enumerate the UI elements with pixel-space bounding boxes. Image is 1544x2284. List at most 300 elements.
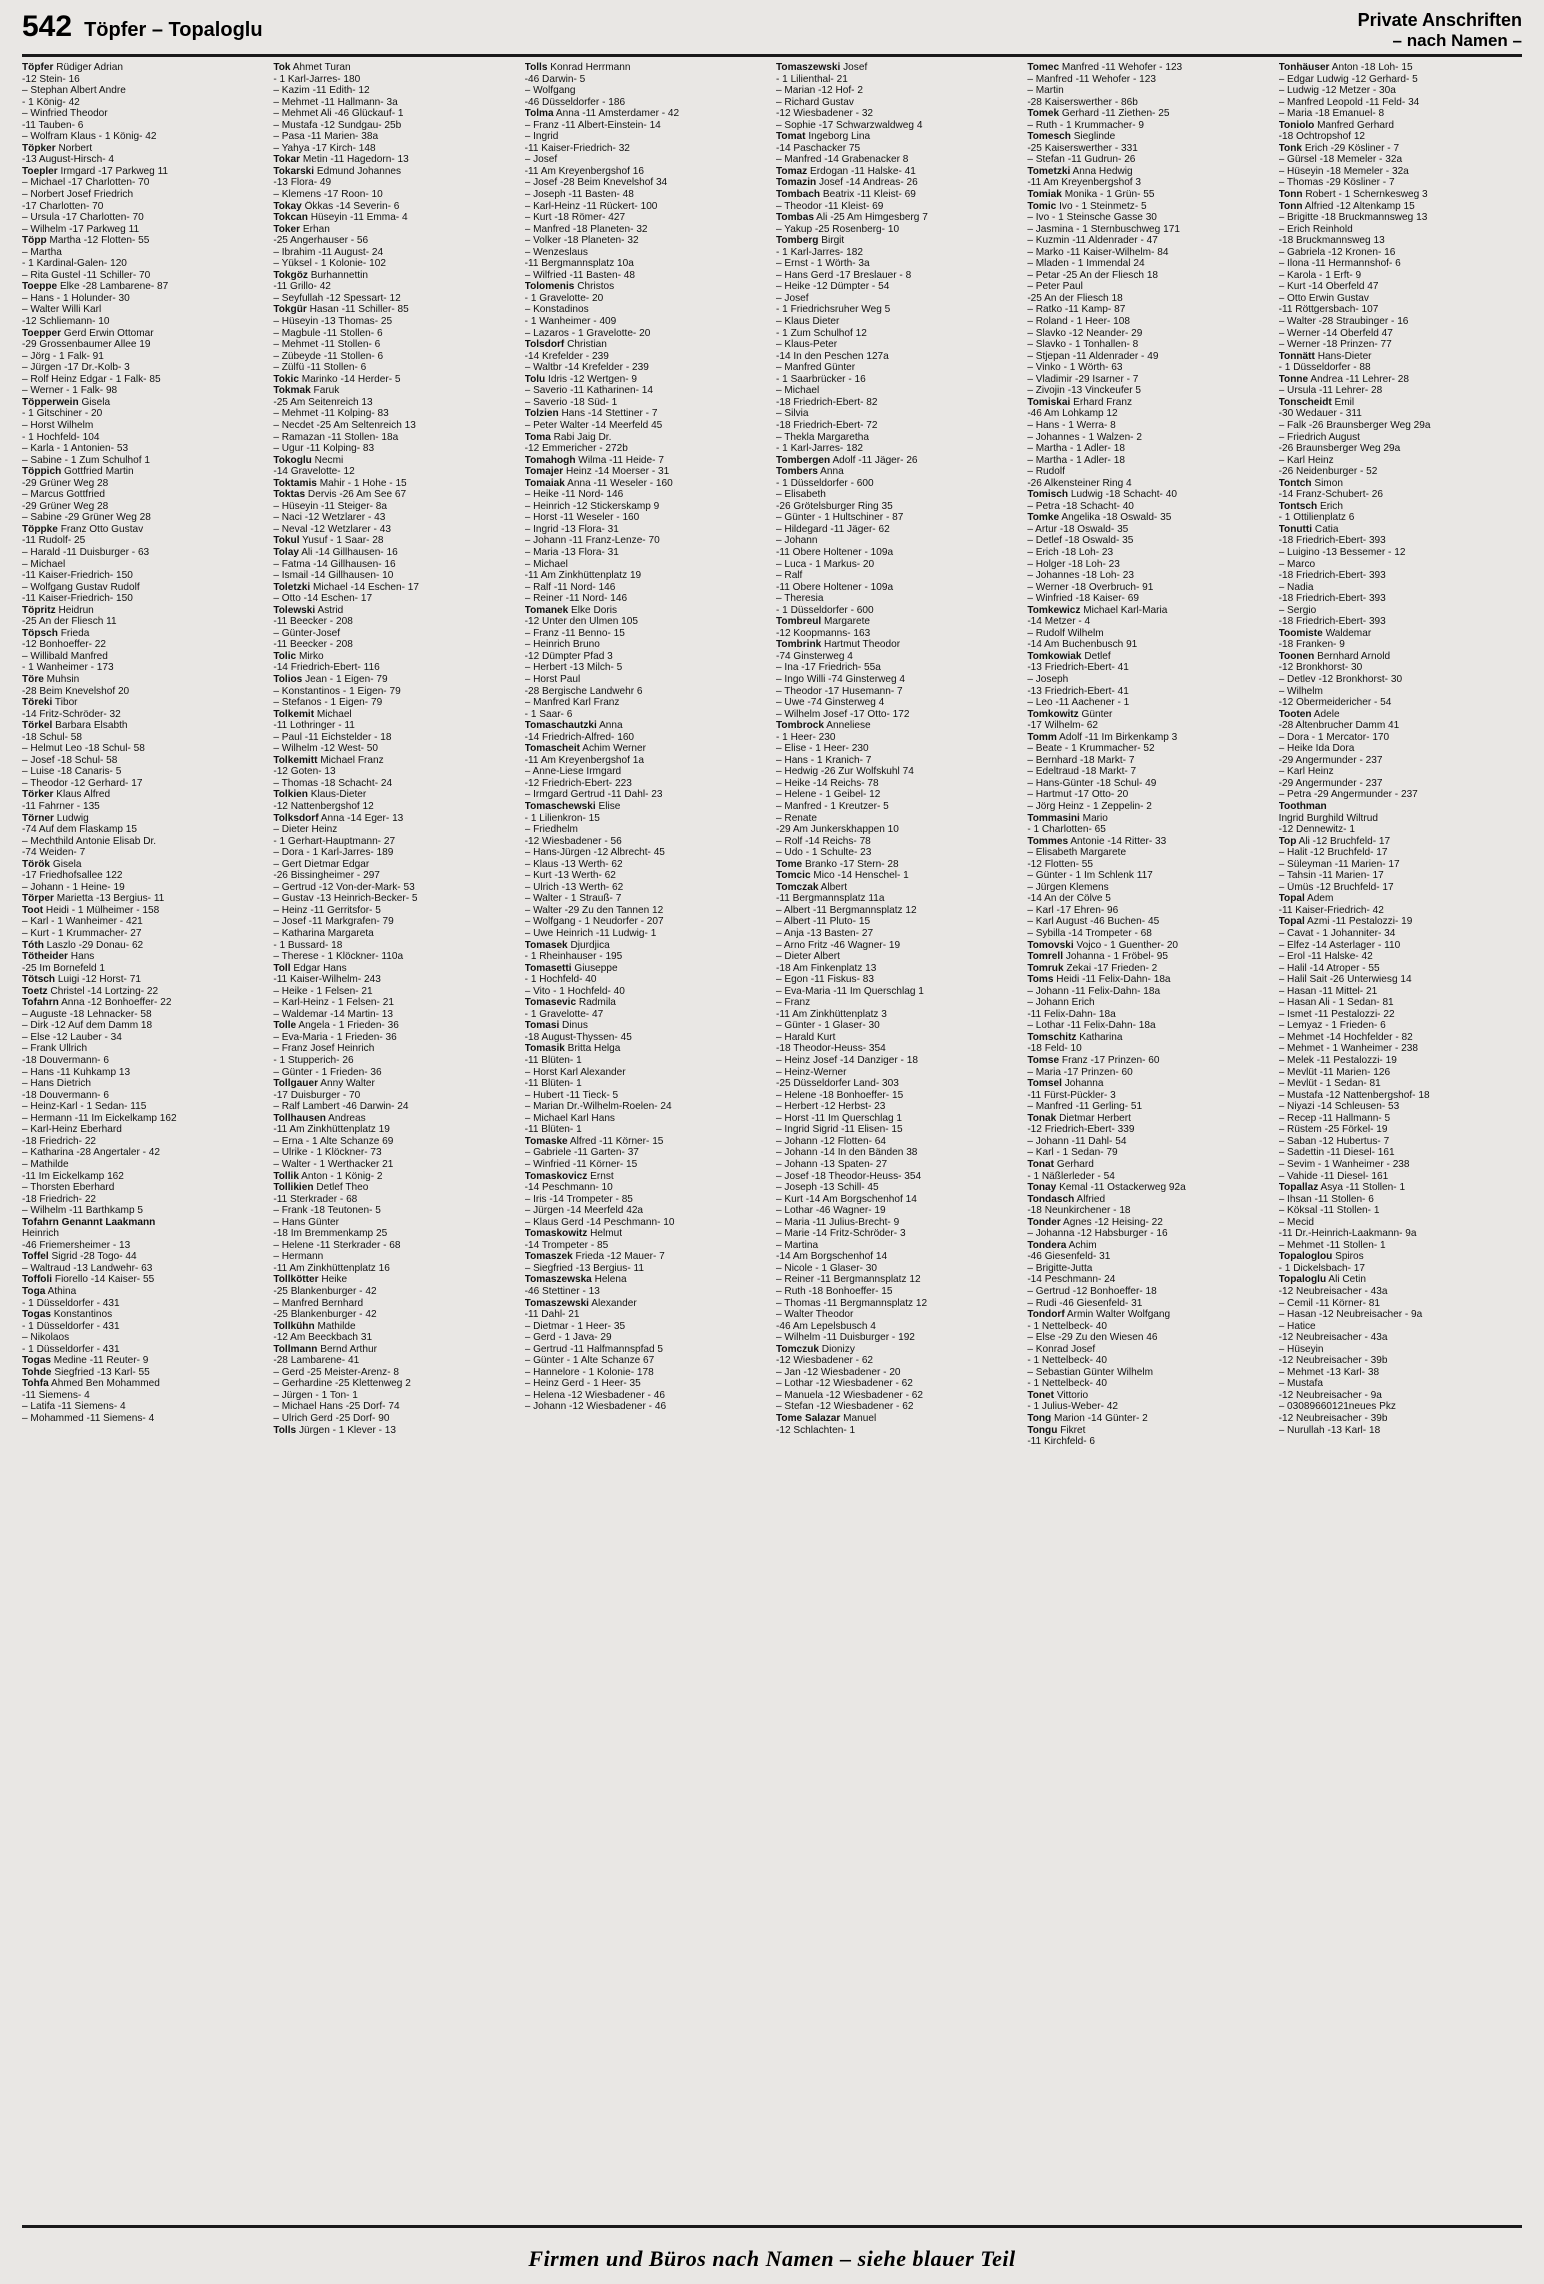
directory-entry: – Josef -18 Theodor-Heuss- 354 [775,1170,922,1182]
directory-entry: – Erich -18 Loh- 23 [1027,546,1114,558]
directory-entry: – Wilhelm [1278,685,1323,697]
directory-entry: -46 Giesenfeld- 31 [1027,1251,1111,1263]
directory-entry: – Martha [22,246,62,258]
directory-entry: – Waldemar -14 Martin- 13 [273,1008,393,1020]
directory-column [273,62,524,2220]
directory-entry: – Günter - 1 Frieden- 36 [273,1066,382,1078]
directory-entry: – Sophie -17 Schwarzwaldweg 4 [775,119,923,131]
directory-entry: -14 Peschmann- 24 [1027,1274,1116,1286]
directory-entry: – Heinrich -12 Stickerskamp 9 [524,500,660,512]
directory-entry: -13 August-Hirsch- 4 [22,154,115,166]
directory-entry: – Hannelore - 1 Kolonie- 178 [524,1366,654,1378]
directory-entry: Tomczuk Dionizy [775,1343,855,1355]
directory-entry: – Richard Gustav [775,96,854,108]
directory-entry: – Artur -18 Oswald- 35 [1027,523,1129,535]
directory-entry: – Hans - 1 Kranich- 7 [775,754,872,766]
directory-entry: Tonutti Catia [1278,523,1339,535]
directory-entry: – Martha - 1 Adler- 18 [1027,454,1125,466]
directory-entry: – Maria -13 Flora- 31 [524,546,619,558]
directory-entry: - 1 Düsseldorfer - 431 [22,1297,120,1309]
directory-entry: -12 Goten- 13 [273,766,336,778]
directory-entry: Tomisch Ludwig -18 Schacht- 40 [1027,489,1177,501]
directory-entry: – Helene -11 Sterkrader - 68 [273,1239,401,1251]
directory-entry: – Karl August -46 Buchen- 45 [1027,916,1160,928]
directory-entry: Togas Konstantinos [22,1309,113,1321]
directory-entry: - 1 Karl-Jarres- 182 [775,246,863,258]
entry-list [1279,62,1522,1436]
directory-entry: -18 Friedrich- 22 [22,1193,97,1205]
directory-entry: – Josef [775,292,809,304]
directory-entry: Toll Edgar Hans [273,962,347,974]
directory-entry: -14 Am Borgschenhof 14 [775,1251,888,1263]
directory-entry: – Peter Paul [1027,281,1083,293]
directory-entry: – Yüksel - 1 Kolonie- 102 [273,258,386,270]
directory-entry: – Mathilde [22,1158,69,1170]
directory-entry: -29 Grossenbaumer Allee 19 [22,339,151,351]
directory-entry: Tombrock Anneliese [775,720,871,732]
directory-entry: – Ingrid Sigrid -11 Elisen- 15 [775,1124,903,1136]
directory-entry: – Günter - 1 Glaser- 30 [775,1020,880,1032]
directory-entry: Tomaschewski Elise [524,801,621,812]
directory-entry: – Waltraud -13 Landwehr- 63 [22,1262,153,1274]
directory-entry: – Mustafa -12 Sundgau- 25b [273,119,402,131]
directory-entry: Tonnätt Hans-Dieter [1278,350,1372,362]
directory-entry: – Wenzeslaus [524,246,588,258]
directory-entry: – Halit -12 Bruchfeld- 17 [1278,847,1388,859]
directory-entry: - 1 Lilienkron- 15 [524,812,600,824]
directory-entry: – Winfried -18 Kaiser- 69 [1027,593,1139,605]
directory-entry: – Ernst - 1 Wörth- 3a [775,258,870,270]
directory-entry: Tomruk Zekai -17 Frieden- 2 [1027,962,1158,974]
directory-entry: – Johann -13 Spaten- 27 [775,1158,888,1170]
directory-entry: – Hüseyin [1278,1343,1324,1355]
directory-entry: -18 Friedrich- 22 [22,1135,97,1147]
directory-entry: -14 Peschmann- 10 [524,1182,613,1194]
directory-entry: Tolu Idris -12 Wertgen- 9 [524,373,638,385]
directory-entry: – Karla - 1 Antonien- 53 [22,443,129,455]
directory-entry: – Jürgen - 1 Ton- 1 [273,1389,358,1401]
directory-entry: – Theresia [775,593,824,605]
directory-entry: – Heike -14 Reichs- 78 [775,777,879,789]
directory-entry: -12 Neubreisacher - 39b [1278,1355,1388,1367]
directory-entry: – Köksal -11 Stollen- 1 [1278,1205,1380,1217]
directory-entry: -18 Ochtropshof 12 [1278,131,1366,143]
directory-entry: – Ulrich -13 Werth- 62 [524,881,624,893]
directory-entry: – Josef -11 Markgrafen- 79 [273,916,394,928]
directory-entry: -11 Blüten- 1 [524,1055,582,1067]
directory-entry: Tomasi Dinus [524,1020,588,1032]
directory-entry: – Anne-Liese Irmgard [524,766,622,778]
directory-entry: – Winfried -11 Körner- 15 [524,1158,638,1170]
directory-entry: -26 Grötelsburger Ring 35 [775,500,893,512]
directory-entry: – Gürsel -18 Memeler - 32a [1278,154,1403,166]
directory-entry: – Klaus -13 Werth- 62 [524,858,623,870]
directory-entry: Tomasevic Radmila [524,997,616,1009]
directory-entry: – Ilona -11 Hermannshof- 6 [1278,258,1401,270]
directory-entry: – Ihsan -11 Stollen- 6 [1278,1193,1374,1205]
directory-entry: – Karl-Heinz -11 Rückert- 100 [524,200,658,212]
entry-list [22,62,265,1425]
directory-entry: -17 Friedhofsallee 122 [22,870,123,882]
directory-entry: – Hermann -11 Im Eickelkamp 162 [22,1112,177,1124]
directory-entry: - 1 Näßlerleder - 54 [1027,1170,1115,1182]
directory-entry: – Dirk -12 Auf dem Damm 18 [22,1020,153,1032]
directory-entry: Tome Branko -17 Stern- 28 [775,858,899,870]
directory-entry: Ingrid Burghild Wiltrud [1278,812,1378,824]
directory-entry: – Johann -12 Flotten- 64 [775,1135,886,1147]
directory-entry: Törkel Barbara Elsabth [22,720,128,732]
directory-entry: – Zübeyde -11 Stollen- 6 [273,350,384,362]
directory-entry: - 1 Charlotten- 65 [1027,824,1106,836]
directory-entry: -14 Fritz-Schröder- 32 [22,708,121,720]
directory-entry: – Walter -29 Zu den Tannen 12 [524,904,664,916]
directory-entry: – Mehmet -11 Stollen- 6 [273,339,381,351]
directory-entry: – Johann Erich [1027,997,1095,1009]
directory-entry: Tolzien Hans -14 Stettiner - 7 [524,408,658,420]
directory-entry: -12 Dennewitz- 1 [1278,824,1355,836]
directory-entry: – Ralf Lambert -46 Darwin- 24 [273,1101,409,1113]
directory-entry: – Mehmet -14 Hochfelder - 82 [1278,1031,1413,1043]
directory-entry: Toomiste Waldemar [1278,627,1372,639]
directory-entry: – Beate - 1 Krummacher- 52 [1027,743,1155,755]
directory-entry: -12 Flotten- 55 [1027,858,1093,870]
directory-entry: – Johann -14 In den Bänden 38 [775,1147,918,1159]
directory-entry: – Walter - 1 Strauß- 7 [524,893,622,905]
directory-entry: -18 Feld- 10 [1027,1043,1082,1055]
directory-entry: – Anja -13 Basten- 27 [775,928,874,940]
directory-entry: -11 Fürst-Pückler- 3 [1027,1089,1116,1101]
directory-entry: -26 Bissingheimer - 297 [273,870,380,882]
directory-entry: Tonet Vittorio [1027,1389,1089,1401]
directory-entry: – Slavko - 1 Tonhallen- 8 [1027,339,1139,351]
directory-entry: – Erich Reinhold [1278,223,1353,235]
directory-column [1279,62,1522,2220]
directory-entry: Tomschitz Katharina [1027,1031,1123,1043]
directory-entry: – Lothar -12 Wiesbadener - 62 [775,1378,913,1390]
directory-entry: Tombach Beatrix -11 Kleist- 69 [775,189,916,201]
directory-entry: – Petra -29 Angermunder - 237 [1278,789,1418,801]
directory-entry: -46 Friemersheimer - 13 [22,1239,131,1251]
directory-entry: -14 Friedrich-Ebert- 116 [273,662,380,674]
directory-entry: – Hans Günter [273,1216,339,1228]
directory-entry: -25 Düsseldorfer Land- 303 [775,1078,899,1090]
directory-entry: – Mohammed -11 Siemens- 4 [22,1412,155,1424]
directory-entry: – Kazim -11 Edith- 12 [273,85,370,97]
directory-entry: – Ibrahim -11 August- 24 [273,246,384,258]
directory-entry: – Karl-Heinz - 1 Felsen- 21 [273,997,394,1009]
directory-entry: – Gerd -25 Meister-Arenz- 8 [273,1366,399,1378]
directory-entry: -14 Am Buchenbusch 91 [1027,639,1138,651]
directory-entry: Tollgauer Anny Walter [273,1078,375,1090]
directory-entry: Topal Azmi -11 Pestalozzi- 19 [1278,916,1413,928]
directory-entry: – Elisabeth [775,489,826,501]
directory-entry: – Sadettin -11 Diesel- 161 [1278,1147,1395,1159]
directory-entry: – Michael [775,385,820,397]
directory-entry: Tötheider Hans [22,951,95,963]
directory-entry: -13 Flora- 49 [273,177,332,189]
directory-entry: – Karola - 1 Erft- 9 [1278,269,1362,281]
directory-entry: - 1 Saarbrücker - 16 [775,373,866,385]
directory-entry: -74 Ginsterweg 4 [775,650,853,662]
directory-entry: Topaloglu Ali Cetin [1278,1274,1366,1286]
directory-entry: -26 Braunsberger Weg 29a [1278,443,1401,455]
directory-entry: – Ulrich Gerd -25 Dorf- 90 [273,1412,390,1424]
directory-entry: Töpperwein Gisela [22,396,111,408]
entry-list [525,62,768,1413]
directory-entry: Tóth Laszlo -29 Donau- 62 [22,939,144,951]
directory-entry: Tomse Franz -17 Prinzen- 60 [1027,1055,1160,1067]
directory-entry: Tomiskai Erhard Franz [1027,396,1133,408]
directory-entry: – Eva-Maria -11 Im Querschlag 1 [775,985,924,997]
directory-entry: - 1 Nettelbeck- 40 [1027,1320,1107,1332]
directory-entry: -74 Weiden- 7 [22,847,86,859]
directory-entry: – Marian Dr.-Wilhelm-Roelen- 24 [524,1101,672,1113]
directory-entry: Tomanek Elke Doris [524,604,618,616]
directory-entry: -11 Kaiser-Friedrich- 32 [524,142,630,154]
directory-entry: Tolkemit Michael [273,708,352,720]
directory-column [525,62,776,2220]
directory-entry: -14 In den Peschen 127a [775,350,889,362]
directory-entry: -12 Neubreisacher - 39b [1278,1412,1388,1424]
directory-entry: -11 Kaiser-Friedrich- 150 [22,593,133,605]
directory-entry: – Falk -26 Braunsberger Weg 29a [1278,419,1431,431]
directory-entry: – Ümüs -12 Bruchfeld- 17 [1278,881,1394,893]
directory-entry: – Mladen - 1 Immendal 24 [1027,258,1145,270]
directory-entry: – Karl Heinz [1278,766,1334,778]
directory-entry: -28 Kaiserswerther - 86b [1027,96,1138,108]
directory-entry: - 1 Rheinhauser - 195 [524,951,623,963]
directory-entry: – Johannes - 1 Walzen- 2 [1027,431,1142,443]
directory-entry: – Mevlüt - 1 Sedan- 81 [1278,1078,1381,1090]
directory-entry: – Heike Ida Dora [1278,743,1355,755]
directory-entry: - 1 Nettelbeck- 40 [1027,1355,1107,1367]
directory-entry: Tokar Metin -11 Hagedorn- 13 [273,154,409,166]
directory-entry: -29 Grüner Weg 28 [22,477,109,489]
directory-entry: -11 Kaiser-Friedrich- 42 [1278,904,1384,916]
directory-entry: Tombreul Margarete [775,616,871,628]
directory-entry: -28 Altenbrucher Damm 41 [1278,720,1400,732]
directory-entry: Tondasch Alfried [1027,1193,1106,1205]
directory-entry: Tok Ahmet Turan [273,62,351,73]
directory-entry: Töre Muhsin [22,673,80,685]
directory-entry: -11 Beecker - 208 [273,639,353,651]
directory-entry: Tomaskovicz Ernst [524,1170,614,1182]
directory-entry: – Michael [524,558,568,570]
directory-entry: – Gabriele -11 Garten- 37 [524,1147,639,1159]
directory-entry: Tonk Erich -29 Kösliner - 7 [1278,142,1400,154]
directory-entry: – Wilfried -11 Basten- 48 [524,269,635,281]
directory-entry: – Vinko - 1 Wörth- 63 [1027,362,1123,374]
directory-entry: – Karl -17 Ehren- 96 [1027,904,1119,916]
directory-entry: – Manfred Leopold -11 Feld- 34 [1278,96,1420,108]
directory-entry: – Recep -11 Hallmann- 5 [1278,1112,1391,1124]
directory-entry: Tokay Ökkas -14 Severin- 6 [273,200,400,212]
directory-entry: – Elfez -14 Asterlager - 110 [1278,939,1401,951]
directory-entry: Top Ali -12 Bruchfeld- 17 [1278,835,1391,847]
directory-entry: Tolsdorf Christian [524,339,607,351]
directory-entry: Tonscheidt Emil [1278,396,1355,408]
directory-entry: -18 Douvermann- 6 [22,1089,109,1101]
directory-entry: -18 Friedrich-Ebert- 393 [1278,570,1386,582]
directory-entry: -11 Sterkrader - 68 [273,1193,358,1205]
directory-entry: -46 Am Lepelsbusch 4 [775,1320,876,1332]
directory-entry: -18 Friedrich-Ebert- 72 [775,419,878,431]
directory-entry: Töreki Tibor [22,697,78,709]
directory-entry: – Marcus Gottfried [22,489,106,501]
directory-entry: -26 Neidenburger - 52 [1278,466,1378,478]
directory-entry: Toletzki Michael -14 Eschen- 17 [273,581,419,593]
directory-entry: Tomek Gerhard -11 Ziethen- 25 [1027,108,1170,120]
directory-entry: – Saverio -18 Süd- 1 [524,396,618,408]
directory-entry: -11 Am Zinkhüttenplatz 19 [273,1124,390,1136]
directory-entry: – Uwe Heinrich -11 Ludwig- 1 [524,928,657,940]
directory-entry: - 1 Bussard- 18 [273,939,343,951]
entry-list [273,62,516,1436]
directory-entry: – Holger -18 Loh- 23 [1027,558,1120,570]
directory-entry: - 1 Saar- 6 [524,708,573,720]
directory-entry: – Mustafa [1278,1378,1323,1390]
directory-entry: – Ismail -14 Gillhausen- 10 [273,570,394,582]
directory-entry: -12 Schliemann- 10 [22,316,110,328]
directory-entry: – Tahsin -11 Marien- 17 [1278,870,1384,882]
directory-entry: Tonder Agnes -12 Heising- 22 [1027,1216,1163,1228]
directory-entry: – Elisabeth Margarete [1027,847,1127,859]
directory-entry: Tonn Alfried -12 Altenkamp 15 [1278,200,1415,212]
directory-entry: – Sabine - 1 Zum Schulhof 1 [22,454,150,466]
directory-entry: - 1 Kardinal-Galen- 120 [22,258,127,270]
directory-entry: – Hedwig -26 Zur Wolfskuhl 74 [775,766,914,778]
directory-entry: Tolle Angela - 1 Frieden- 36 [273,1020,399,1032]
directory-entry: – Irmgard Gertrud -11 Dahl- 23 [524,789,663,801]
directory-entry: – Melek -11 Pestalozzi- 19 [1278,1055,1397,1067]
directory-entry: Tombergen Adolf -11 Jäger- 26 [775,454,918,466]
directory-entry: Tollkötter Heike [273,1274,348,1286]
directory-entry: – Iris -14 Trompeter - 85 [524,1193,633,1205]
directory-entry: – Theodor -12 Gerhard- 17 [22,777,143,789]
directory-entry: – Theodor -11 Kleist- 69 [775,200,884,212]
directory-entry: – Frank -18 Teutonen- 5 [273,1205,381,1217]
directory-entry: – Kurt -14 Am Borgschenhof 14 [775,1193,917,1205]
directory-entry: Tolma Anna -11 Amsterdamer - 42 [524,108,680,120]
directory-entry: – Klaus-Peter [775,339,838,351]
directory-entry: – Hubert -11 Tieck- 5 [524,1089,619,1101]
directory-entry: Toniolo Manfred Gerhard [1278,119,1394,131]
directory-entry: - 1 Wanheimer - 409 [524,316,617,328]
directory-entry: Tome Salazar Manuel [775,1412,877,1424]
directory-entry: – Vladimir -29 Isarner - 7 [1027,373,1139,385]
directory-entry: – Kurt - 1 Krummacher- 27 [22,928,142,940]
directory-entry: – Josef -28 Beim Knevelshof 34 [524,177,668,189]
directory-entry: Tomaske Alfred -11 Körner- 15 [524,1135,664,1147]
directory-entry: Tollmann Bernd Arthur [273,1343,377,1355]
directory-entry: – Brigitte-Jutta [1027,1262,1093,1274]
directory-entry: – Hartmut -17 Otto- 20 [1027,789,1129,801]
directory-entry: – Saban -12 Hubertus- 7 [1278,1135,1390,1147]
directory-entry: – Waltbr -14 Krefelder - 239 [524,362,649,374]
directory-entry: – Hermann [273,1251,324,1263]
directory-entry: Tomaszewski Alexander [524,1297,637,1309]
directory-entry: – Pasa -11 Marien- 38a [273,131,379,143]
directory-entry: -12 Bronkhorst- 30 [1278,662,1363,674]
directory-entry: Toktas Dervis -26 Am See 67 [273,489,407,501]
directory-entry: -11 Am Kreyenbergshof 16 [524,165,644,177]
directory-entry: Topallaz Asya -11 Stollen- 1 [1278,1182,1406,1194]
directory-entry: -11 Bergmannsplatz 11a [775,893,885,905]
directory-entry: -14 Paschacker 75 [775,142,861,154]
directory-entry: Toga Athina [22,1285,77,1297]
directory-entry: – Friedhelm [524,824,578,836]
directory-entry: -18 Douvermann- 6 [22,1055,109,1067]
directory-entry: Toonen Bernhard Arnold [1278,650,1391,662]
directory-entry: – Latifa -11 Siemens- 4 [22,1401,126,1413]
directory-entry: – Yahya -17 Kirch- 148 [273,142,376,154]
directory-entry: -14 Trompeter - 85 [524,1239,609,1251]
directory-entry: – Marian -12 Hof- 2 [775,85,863,97]
directory-entry: – Konstantinos - 1 Eigen- 79 [273,685,401,697]
directory-entry: – Wolfgang [524,85,576,97]
directory-entry: Tollik Anton - 1 König- 2 [273,1170,383,1182]
directory-entry: – Reiner -11 Bergmannsplatz 12 [775,1274,921,1286]
directory-entry: – Detlef -18 Oswald- 35 [1027,535,1134,547]
directory-entry: -14 Friedrich-Alfred- 160 [524,731,635,743]
directory-entry: -14 Gravelotte- 12 [273,466,355,478]
directory-entry: Tolls Konrad Herrmann [524,62,631,73]
directory-entry: – Ismet -11 Pestalozzi- 22 [1278,1008,1395,1020]
directory-entry: -18 Friedrich-Ebert- 393 [1278,616,1386,628]
directory-entry: Tomm Adolf -11 Im Birkenkamp 3 [1027,731,1178,743]
directory-entry: – Martha - 1 Adler- 18 [1027,443,1125,455]
directory-entry: -14 Krefelder - 239 [524,350,609,362]
entry-list [776,62,1019,1436]
directory-entry: – Cavat - 1 Johanniter- 34 [1278,928,1396,940]
directory-entry: Töppich Gottfried Martin [22,466,134,478]
directory-entry: - 1 Karl-Jarres- 180 [273,73,361,85]
directory-entry: -11 Siemens- 4 [22,1389,90,1401]
directory-entry: – Norbert Josef Friedrich [22,189,134,201]
directory-entry: – Ludwig -12 Metzer - 30a [1278,85,1396,97]
directory-entry: -11 Kaiser-Friedrich- 150 [22,570,133,582]
directory-entry: – Sebastian Günter Wilhelm [1027,1366,1153,1378]
directory-entry: – Volker -18 Planeten- 32 [524,235,639,247]
directory-entry: – Rita Gustel -11 Schiller- 70 [22,269,151,281]
directory-entry: – Frank Ullrich [22,1043,88,1055]
directory-entry: -25 Kaiserswerther - 331 [1027,142,1138,154]
directory-entry: – Martina [775,1239,819,1251]
directory-entry: – Nicole - 1 Glaser- 30 [775,1262,877,1274]
page-title: Töpfer – Topaloglu [84,19,263,41]
directory-entry: – Ingo Willi -74 Ginsterweg 4 [775,673,906,685]
directory-entry: – Lothar -11 Felix-Dahn- 18a [1027,1020,1156,1032]
directory-entry: Toetz Christel -14 Lortzing- 22 [22,985,159,997]
directory-entry: – Petar -25 An der Fliesch 18 [1027,269,1159,281]
directory-entry: -46 Düsseldorfer - 186 [524,96,626,108]
directory-entry: Tongu Fikret [1027,1424,1086,1436]
directory-entry: Tondera Achim [1027,1239,1097,1251]
directory-entry: Töppke Franz Otto Gustav [22,523,144,535]
directory-entry: Tofahrn Anna -12 Bonhoeffer- 22 [22,997,172,1009]
directory-entry: – Sabine -29 Grüner Weg 28 [22,512,151,524]
directory-entry: – Helena -12 Wiesbadener - 46 [524,1389,665,1401]
directory-entry: -11 Im Eickelkamp 162 [22,1170,124,1182]
directory-entry: – Gertrud -12 Bonhoeffer- 18 [1027,1285,1157,1297]
directory-entry: – Maria -11 Julius-Brecht- 9 [775,1216,900,1228]
directory-entry: – Joseph [1027,673,1069,685]
directory-entry: – Thomas -11 Bergmannsplatz 12 [775,1297,928,1309]
directory-entry: – Hüseyin -11 Steiger- 8a [273,500,388,512]
directory-entry: – Rolf Heinz Edgar - 1 Falk- 85 [22,373,161,385]
directory-entry: -46 Darwin- 5 [524,73,586,85]
directory-entry: Topaloglou Spiros [1278,1251,1364,1263]
